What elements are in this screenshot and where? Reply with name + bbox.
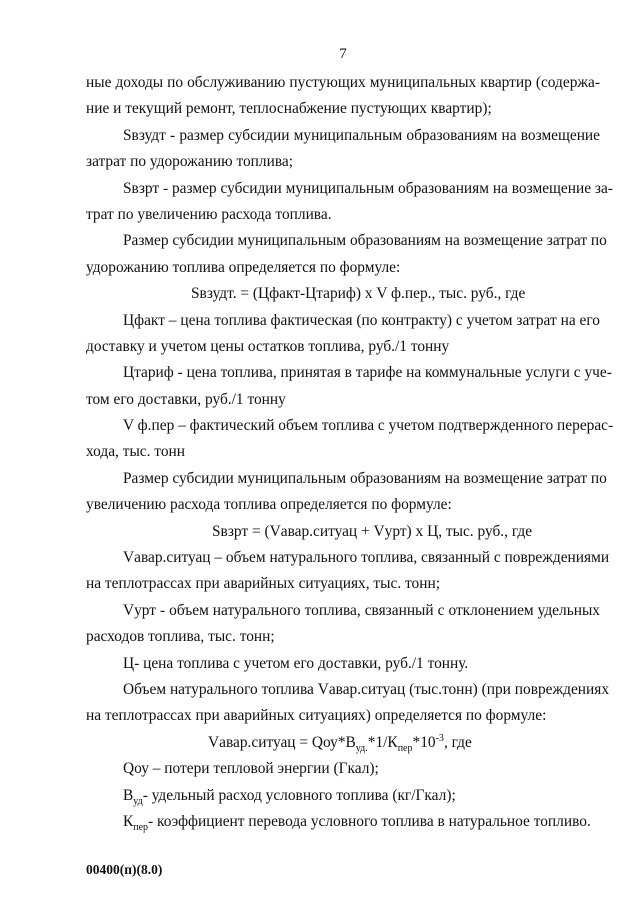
definition-vud	[86, 783, 600, 809]
text-line: Vурт - объем натурального топлива, связанный с отклонением удельных	[123, 601, 600, 619]
text-line: Размер субсидии муниципальным образованиям на возмещение затрат по	[123, 469, 607, 487]
formula-superscript: -3	[435, 732, 444, 744]
text-line: Sвзрт - размер субсидии муниципальным образованиям на возмещение за-	[123, 179, 613, 197]
formula-part: Vавар.ситуац = Qоу*В	[208, 733, 356, 751]
document-code: 00400(п)(8.0)	[86, 862, 163, 877]
symbol-subscript: пер	[133, 822, 149, 834]
formula-part: , где	[443, 733, 472, 751]
text-line: затрат по удорожанию топлива;	[86, 153, 293, 171]
text-line: Цтариф - цена топлива, принятая в тарифе на коммунальные услуги с уче-	[123, 364, 612, 382]
symbol: К	[123, 812, 134, 830]
formula-fuel-price-subsidy: Sвзудт. = (Цфакт-Цтариф) х V ф.пер., тыс. руб., где	[191, 285, 526, 303]
text-line: V ф.пер – фактический объем топлива с учетом подтвержденного перерас-	[123, 417, 614, 435]
formula-part: *10	[412, 733, 436, 751]
text-line: трат по увеличению расхода топлива.	[86, 205, 332, 223]
text-line: расходов топлива, тыс. тонн;	[86, 628, 275, 646]
formula-subscript: уд.	[355, 742, 368, 754]
formula-emergency-fuel-volume	[86, 730, 600, 756]
text-line: на теплотрассах при аварийных ситуациях) определяется по формуле:	[86, 707, 547, 725]
definition-text: - удельный расход условного топлива (кг/Гкал);	[142, 786, 456, 804]
definition-qou: Qоу – потери тепловой энергии (Гкал);	[123, 760, 379, 778]
text-line: Ц- цена топлива с учетом его доставки, руб./1 тонну.	[123, 654, 469, 672]
text-line: на теплотрассах при аварийных ситуациях, тыс. тонн;	[86, 575, 440, 593]
symbol: В	[123, 786, 134, 804]
definition-kper	[86, 809, 600, 835]
definition-text: - коэффициент перевода условного топлива в натуральное топливо.	[148, 812, 591, 830]
text-line: Vавар.ситуац – объем натурального топлива, связанный с повреждениями	[123, 549, 610, 567]
text-line: ние и текущий ремонт, теплоснабжение пустующих квартир);	[86, 100, 492, 118]
text-line: ные доходы по обслуживанию пустующих муниципальных квартир (содержа-	[86, 74, 600, 91]
text-line: Объем натурального топлива Vавар.ситуац (тыс.тонн) (при повреждениях	[123, 680, 610, 698]
formula-part: *1/К	[367, 733, 398, 751]
text-line: доставку и учетом цены остатков топлива, руб./1 тонну	[86, 337, 450, 355]
text-line: Sвзудт - размер субсидии муниципальным образованиям на возмещение	[123, 126, 600, 144]
text-line: том его доставки, руб./1 тонну	[86, 390, 286, 408]
text-line: Цфакт – цена топлива фактическая (по контракту) с учетом затрат на его	[123, 311, 600, 329]
formula-subscript: пер	[397, 742, 413, 754]
page-number: 7	[339, 46, 347, 62]
text-line: хода, тыс. тонн	[86, 443, 186, 461]
document-body	[86, 70, 614, 835]
text-line: Размер субсидии муниципальным образованиям на возмещение затрат по	[123, 232, 607, 250]
symbol-subscript: уд	[133, 795, 143, 807]
formula-fuel-consumption-subsidy: Sвзрт = (Vавар.ситуац + Vурт) х Ц, тыс. руб., где	[212, 522, 533, 540]
text-line: увеличению расхода топлива определяется по формуле:	[86, 496, 452, 514]
text-line: удорожанию топлива определяется по формуле:	[86, 258, 401, 276]
